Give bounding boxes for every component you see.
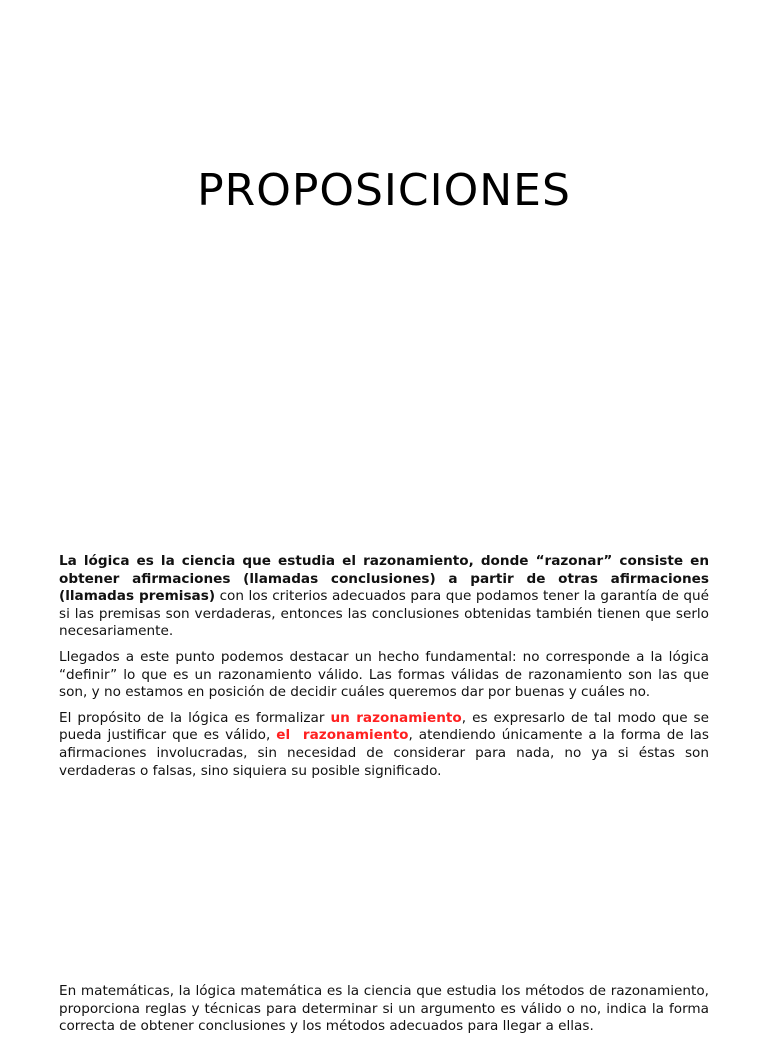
paragraph-math-logic: En matemáticas, la lógica matemática es la ciencia que estudia los métodos de razonamiento, proporciona reglas y técnicas para determinar si un argumento es válido o no, indica la forma correcta de obtener conclusiones y los métodos adecuados para llegar a ellas. — [59, 983, 709, 1035]
text-block-logic — [59, 553, 709, 788]
highlight-un-razonamiento: un razonamiento — [330, 709, 462, 726]
paragraph-purpose — [59, 710, 709, 780]
page-title: PROPOSICIONES — [197, 165, 571, 216]
purpose-text-a: El propósito de la lógica es formalizar — [59, 709, 331, 726]
highlight-el-razonamiento: el razonamiento — [276, 727, 409, 744]
purpose-text-c: , atendiendo únicamente a la forma de las afirmaciones involucradas, sin necesidad de considerar para nada, no ya si éstas son verdaderas o falsas, sino siquiera su posible significado. — [59, 727, 709, 779]
paragraph-valid-reasoning: Llegados a este punto podemos destacar un hecho fundamental: no corresponde a la lógica “definir” lo que es un razonamiento válido. Las formas válidas de razonamiento son las que son, y no estamos en posición de decidir cuáles queremos dar por buenas y cuáles no. — [59, 648, 709, 701]
purpose-text-b: , es expresarlo de tal modo que se pueda justificar que es válido, — [59, 709, 709, 744]
paragraph-definition — [59, 553, 709, 641]
text-block-math-logic — [59, 983, 709, 1044]
definition-rest-text: con los criterios adecuados para que podamos tener la garantía de qué si las premisas son verdaderas, entonces las conclusiones obtenidas también tienen que serlo necesariamente. — [59, 588, 709, 640]
definition-bold-text: La lógica es la ciencia que estudia el razonamiento, donde “razonar” consiste en obtener afirmaciones (llamadas conclusiones) a partir de otras afirmaciones (llamadas premisas) — [59, 553, 709, 605]
